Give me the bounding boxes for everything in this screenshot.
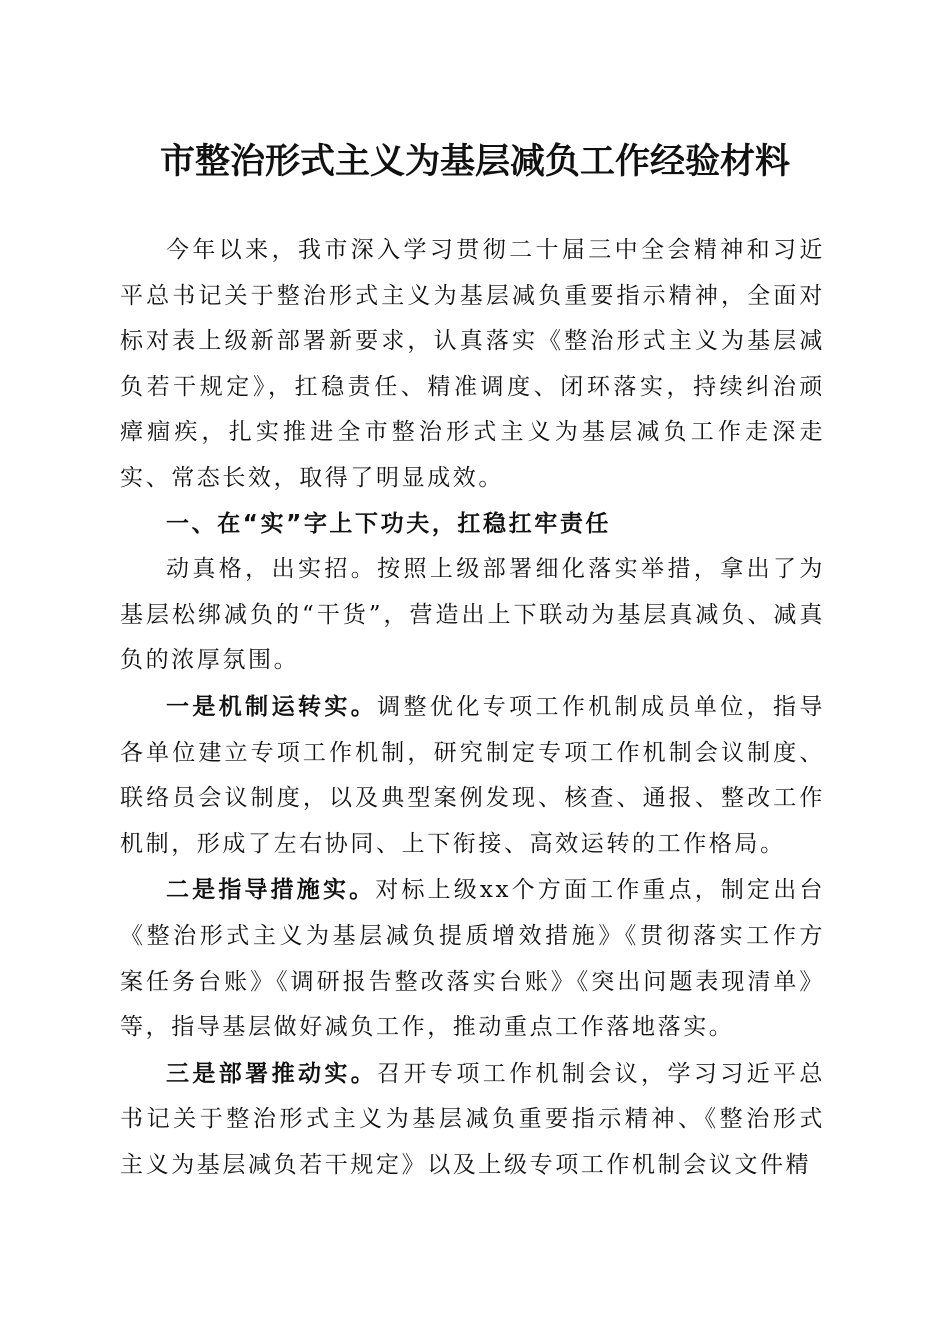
item-paragraph-1 — [120, 684, 825, 867]
item-text-2: 对标上级xx个方面工作重点，制定出台《整治形式主义为基层减负提质增效措施》《贯彻落实工作方案任务台账》《调研报告整改落实台账》《突出问题表现清单》等，指导基层做好减负工作，推动重点工作落地落实。 — [120, 877, 825, 1041]
section-heading: 一、在“实”字上下功夫，扛稳扛牢责任 — [166, 510, 612, 537]
document-body — [120, 228, 825, 1188]
section-intro-paragraph: 动真格，出实招。按照上级部署细化落实举措，拿出了为基层松绑减负的“干货”，营造出上下联动为基层真减负、减真负的浓厚氛围。 — [120, 556, 825, 674]
item-lead-2: 二是指导措施实。 — [166, 876, 376, 904]
item-lead-1: 一是机制运转实。 — [166, 692, 378, 720]
item-text-1: 调整优化专项工作机制成员单位，指导各单位建立专项工作机制，研究制定专项工作机制会议制度、联络员会议制度，以及典型案例发现、核查、通报、整改工作机制，形成了左右协同、上下衔接、高效运转的工作格局。 — [120, 693, 825, 857]
item-lead-3: 三是部署推动实。 — [166, 1059, 378, 1087]
intro-paragraph: 今年以来，我市深入学习贯彻二十届三中全会精神和习近平总书记关于整治形式主义为基层减负重要指示精神，全面对标对表上级新部署新要求，认真落实《整治形式主义为基层减负若干规定》，扛稳责任、精准调度、闭环落实，持续纠治顽瘴痼疾，扎实推进全市整治形式主义为基层减负工作走深走实、常态长效，取得了明显成效。 — [120, 237, 825, 491]
item-paragraph-3 — [120, 1051, 825, 1189]
item-text-3: 召开专项工作机制会议，学习习近平总书记关于整治形式主义为基层减负重要指示精神、《整治形式主义为基层减负若干规定》以及上级专项工作机制会议文件精 — [120, 1060, 825, 1178]
document-title: 市整治形式主义为基层减负工作经验材料 — [159, 141, 790, 182]
item-paragraph-2 — [120, 867, 825, 1050]
